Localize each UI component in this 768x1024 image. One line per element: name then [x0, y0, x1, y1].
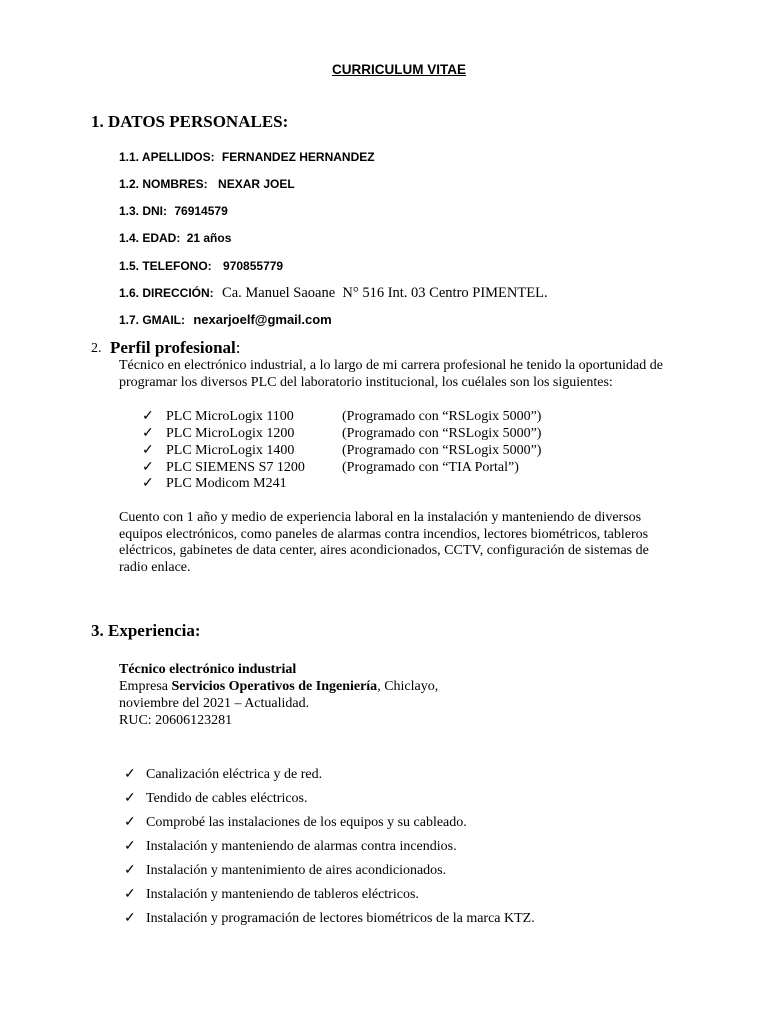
checkmark-icon: ✓ [124, 815, 136, 830]
section-perfil-title: Perfil profesional [110, 338, 236, 357]
plc-note: (Programado con “RSLogix 5000”) [342, 409, 542, 424]
field-edad [119, 229, 231, 247]
checkmark-icon: ✓ [124, 767, 136, 782]
checkmark-icon: ✓ [142, 426, 154, 441]
plc-name: PLC SIEMENS S7 1200 [166, 460, 305, 475]
company-suffix: , Chiclayo, [377, 679, 439, 694]
section-perfil-colon: : [235, 338, 241, 357]
checkmark-icon: ✓ [124, 791, 136, 806]
field-dni [119, 202, 228, 220]
section-perfil-number: 2. [91, 341, 102, 356]
field-value: NEXAR JOEL [218, 177, 295, 191]
section-perfil-heading [110, 338, 240, 358]
field-value: 970855779 [223, 259, 284, 273]
company-ruc: RUC: 20606123281 [119, 713, 233, 728]
experience-summary-paragraph: Cuento con 1 año y medio de experiencia laboral en la instalación y manteniendo de diversos equipos electrónicos, como paneles de alarmas contra incendios, lectores biométricos, tableros eléctricos, gabinetes de data center, aires acondicionados, CCTV, configuración de sistemas de radio enlace. [119, 510, 649, 576]
field-label: 1.1. APELLIDOS: [119, 150, 215, 164]
field-value: FERNANDEZ HERNANDEZ [221, 150, 375, 164]
plc-name: PLC MicroLogix 1400 [166, 443, 295, 458]
field-label: 1.5. TELEFONO: [119, 259, 212, 273]
task-text: Instalación y manteniendo de tableros eléctricos. [146, 887, 419, 902]
task-text: Comprobé las instalaciones de los equipos y su cableado. [146, 815, 467, 830]
perfil-intro-paragraph: Técnico en electrónico industrial, a lo largo de mi carrera profesional he tenido la oportunidad de programar los diversos PLC del laboratorio institucional, los cuélales son los siguientes: [119, 358, 663, 390]
company-name: Servicios Operativos de Ingeniería [171, 679, 378, 694]
field-direccion [119, 284, 548, 302]
field-value: 76914579 [174, 204, 228, 218]
job-title: Técnico electrónico industrial [119, 662, 297, 677]
field-value: Ca. Manuel Saoane N° 516 Int. 03 Centro PIMENTEL. [222, 285, 548, 301]
checkmark-icon: ✓ [124, 839, 136, 854]
task-text: Instalación y manteniendo de alarmas contra incendios. [146, 839, 457, 854]
plc-note: (Programado con “TIA Portal”) [342, 460, 519, 475]
checkmark-icon: ✓ [124, 887, 136, 902]
field-value: 21 años [186, 231, 232, 245]
field-gmail [119, 311, 332, 329]
checkmark-icon: ✓ [124, 911, 136, 926]
section-experiencia-heading: 3. Experiencia: [91, 621, 201, 640]
field-nombres [119, 175, 295, 193]
field-label: 1.6. DIRECCIÓN: [119, 286, 214, 300]
checkmark-icon: ✓ [124, 863, 136, 878]
field-telefono [119, 257, 283, 275]
field-value: nexarjoelf@gmail.com [193, 312, 332, 327]
company-line [119, 679, 438, 696]
plc-note: (Programado con “RSLogix 5000”) [342, 426, 542, 441]
plc-name: PLC MicroLogix 1100 [166, 409, 294, 424]
plc-note: (Programado con “RSLogix 5000”) [342, 443, 542, 458]
plc-name: PLC Modicom M241 [166, 476, 287, 491]
document-title: CURRICULUM VITAE [332, 62, 466, 77]
job-period: noviembre del 2021 – Actualidad. [119, 696, 310, 711]
task-text: Tendido de cables eléctricos. [146, 791, 308, 806]
checkmark-icon: ✓ [142, 443, 154, 458]
field-label: 1.7. GMAIL: [119, 313, 186, 327]
field-label: 1.3. DNI: [119, 204, 168, 218]
checkmark-icon: ✓ [142, 476, 154, 491]
plc-name: PLC MicroLogix 1200 [166, 426, 295, 441]
company-prefix: Empresa [119, 679, 172, 694]
checkmark-icon: ✓ [142, 409, 154, 424]
task-text: Instalación y mantenimiento de aires acondicionados. [146, 863, 447, 878]
field-label: 1.2. NOMBRES: [119, 177, 208, 191]
task-text: Instalación y programación de lectores biométricos de la marca KTZ. [146, 911, 535, 926]
task-text: Canalización eléctrica y de red. [146, 767, 323, 782]
section-datos-personales-heading: 1. DATOS PERSONALES: [91, 112, 289, 131]
field-apellidos [119, 148, 375, 166]
checkmark-icon: ✓ [142, 460, 154, 475]
field-label: 1.4. EDAD: [119, 231, 181, 245]
